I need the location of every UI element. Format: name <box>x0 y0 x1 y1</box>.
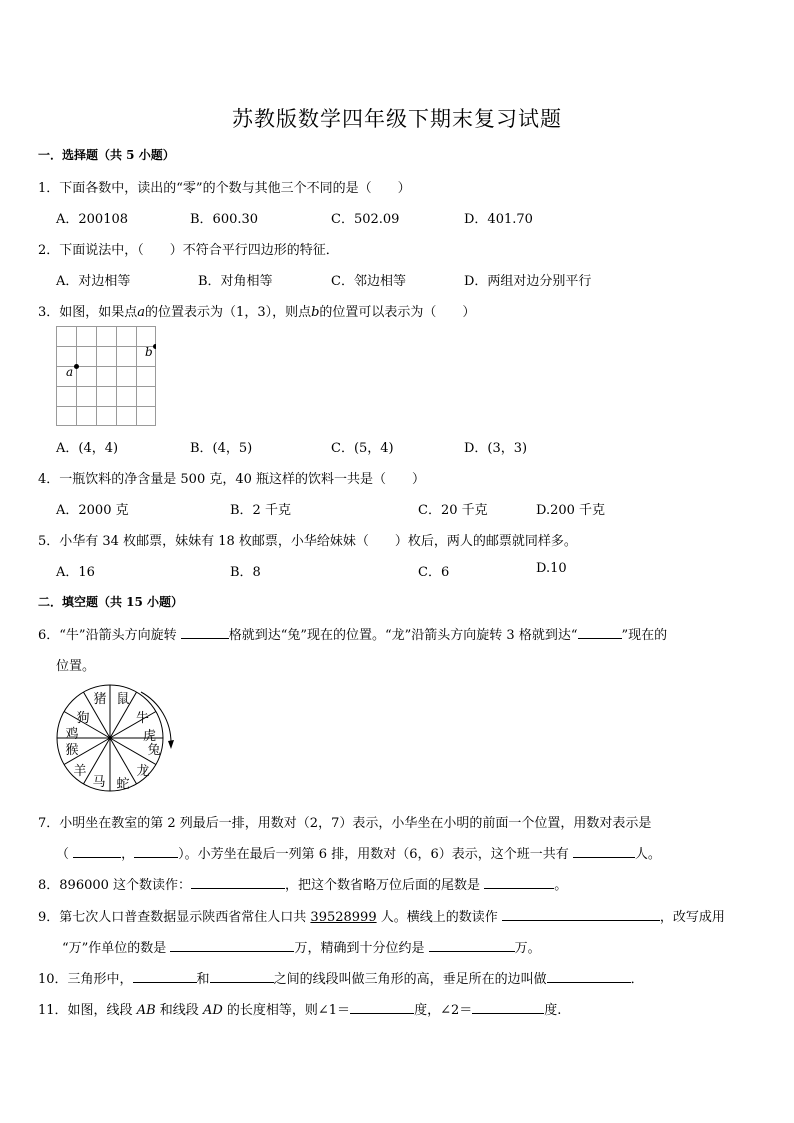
q11-blank-angle2[interactable] <box>472 1001 544 1014</box>
q11-text-1: 11．如图，线段 <box>38 1003 133 1018</box>
section-heading-fill: 二．填空题（共 15 小题） <box>38 595 184 609</box>
q7-blank-col[interactable] <box>73 845 121 858</box>
page-title: 苏教版数学四年级下期末复习试题 <box>232 107 562 131</box>
q8-text-1: 8．896000 这个数读作： <box>38 878 192 893</box>
q10-text-1: 10．三角形中， <box>38 972 133 987</box>
q6-text-3: ”现在的 <box>621 628 668 643</box>
question-8 <box>38 874 567 893</box>
wheel-label-snake: 蛇 <box>116 777 130 792</box>
q10-text-4: ． <box>630 972 644 987</box>
q6-blank-1[interactable] <box>181 626 229 639</box>
q4-option-c: C．20 千克 <box>418 503 488 518</box>
q9-text-3: ，改写成用 <box>659 910 725 925</box>
q9-blank-tenth[interactable] <box>429 939 515 952</box>
grid-svg <box>56 326 156 426</box>
q10-text-3: 之间的线段叫做三角形的高，垂足所在的边叫做 <box>273 972 547 987</box>
q6-blank-2[interactable] <box>578 626 622 639</box>
q3-point-b-label: b <box>311 305 320 320</box>
q7-line-2 <box>56 843 661 862</box>
q3-option-a: A．(4，4) <box>56 441 119 456</box>
q9-line-2 <box>62 937 541 956</box>
wheel-label-dragon: 龙 <box>136 764 150 779</box>
wheel-label-goat: 羊 <box>73 764 87 779</box>
question-2: 2．下面说法中，（ ）不符合平行四边形的特征． <box>38 243 339 258</box>
question-9 <box>38 906 725 925</box>
q3-option-d: D．(3，3) <box>464 441 528 456</box>
q1-option-c: C．502.09 <box>331 212 400 227</box>
q5-option-a: A．16 <box>56 565 95 580</box>
q7-blank-total[interactable] <box>573 845 635 858</box>
wheel-label-pig: 猪 <box>93 692 107 707</box>
q1-option-b: B．600.30 <box>190 212 259 227</box>
wheel-label-tiger: 虎 <box>142 729 157 744</box>
q3-option-b: B．(4，5) <box>190 441 253 456</box>
q9-text-2: 人。横线上的数读作 <box>380 910 498 925</box>
q11-segment-ab: AB <box>136 1003 156 1018</box>
q9-text-1: 9．第七次人口普查数据显示陕西省常住人口共 <box>38 910 307 925</box>
wheel-label-ox: 牛 <box>135 711 150 726</box>
wheel-label-horse: 马 <box>92 775 106 790</box>
q10-blank-2[interactable] <box>210 970 274 983</box>
q7-text-open: （ <box>56 847 70 862</box>
q10-blank-3[interactable] <box>547 970 631 983</box>
q5-option-d: D.10 <box>536 561 567 576</box>
q6-line-2: 位置。 <box>56 659 96 674</box>
q8-blank-read[interactable] <box>191 876 285 889</box>
q3-text-mid: 的位置表示为（1，3），则点 <box>145 305 312 320</box>
q8-text-3: 。 <box>554 878 568 893</box>
q8-blank-approx[interactable] <box>484 876 554 889</box>
grid-point-a <box>74 364 79 369</box>
question-1: 1．下面各数中，读出的“零”的个数与其他三个不同的是（ ） <box>38 181 411 196</box>
q2-option-b: B．对角相等 <box>198 274 273 289</box>
grid-point-b <box>153 344 156 349</box>
q9-text-6: 万。 <box>514 941 541 956</box>
wheel-label-rabbit: 兔 <box>147 743 161 758</box>
q1-option-a: A．200108 <box>56 212 129 227</box>
zodiac-wheel-svg <box>55 683 187 793</box>
question-3 <box>38 301 475 320</box>
q2-option-d: D．两组对边分别平行 <box>464 274 592 289</box>
grid-label-a: a <box>66 365 74 379</box>
q3-point-a-label: a <box>137 305 146 320</box>
grid-label-b: b <box>145 345 153 359</box>
q11-text-3: 的长度相等，则∠1＝ <box>226 1003 351 1018</box>
wheel-label-rat: 鼠 <box>116 692 130 707</box>
q4-option-d: D.200 千克 <box>536 503 606 518</box>
q9-underlined-number: 39528999 <box>310 910 377 925</box>
zodiac-wheel-figure <box>55 683 187 793</box>
q6-text-2: 格就到达“兔”现在的位置。“龙”沿箭头方向旋转 3 格就到达“ <box>228 628 578 643</box>
q11-text-4: 度，∠2＝ <box>414 1003 473 1018</box>
question-11 <box>38 999 561 1018</box>
section-heading-choice: 一．选择题（共 5 小题） <box>38 148 175 162</box>
question-4: 4．一瓶饮料的净含量是 500 克，40 瓶这样的饮料一共是（ ） <box>38 472 426 487</box>
q11-segment-ad: AD <box>202 1003 223 1018</box>
question-10 <box>38 968 644 987</box>
q9-text-4: “万”作单位的数是 <box>62 941 167 956</box>
q2-option-c: C．邻边相等 <box>331 274 406 289</box>
q7-text-rest: ）。小芳坐在最后一列第 6 排，用数对（6，6）表示，这个班一共有 <box>178 847 569 862</box>
q10-text-2: 和 <box>196 972 210 987</box>
q5-option-b: B．8 <box>230 565 261 580</box>
q6-text-1: 6．“牛”沿箭头方向旋转 <box>38 628 177 643</box>
wheel-label-rooster: 鸡 <box>65 727 79 742</box>
q3-option-c: C．(5，4) <box>331 441 394 456</box>
q11-blank-angle1[interactable] <box>350 1001 414 1014</box>
question-6 <box>38 624 667 643</box>
question-7: 7．小明坐在教室的第 2 列最后一排，用数对（2，7）表示，小华坐在小明的前面一个位置，用数对表示是 <box>38 816 652 831</box>
q8-text-2: ，把这个数省略万位后面的尾数是 <box>285 878 481 893</box>
q7-text-comma: ， <box>121 847 135 862</box>
q4-option-a: A．2000 克 <box>56 503 129 518</box>
wheel-label-monkey: 猴 <box>65 743 79 758</box>
question-5: 5．小华有 34 枚邮票，妹妹有 18 枚邮票，小华给妹妹（ ）枚后，两人的邮票就同样多。 <box>38 534 577 549</box>
coordinate-grid-figure <box>56 326 156 426</box>
q9-blank-read[interactable] <box>502 908 660 921</box>
q9-text-5: 万，精确到十分位约是 <box>294 941 425 956</box>
q10-blank-1[interactable] <box>133 970 197 983</box>
q9-blank-wan[interactable] <box>170 939 294 952</box>
wheel-label-dog: 狗 <box>76 711 90 726</box>
q5-option-c: C．6 <box>418 565 450 580</box>
q4-option-b: B．2 千克 <box>230 503 291 518</box>
q11-text-2: 和线段 <box>159 1003 199 1018</box>
rotation-arrowhead-icon <box>168 740 174 749</box>
q11-text-5: 度. <box>544 1003 562 1018</box>
q3-text-post: 的位置可以表示为（ ） <box>319 305 476 320</box>
q3-text-pre: 3．如图，如果点 <box>38 305 138 320</box>
q7-text-end: 人。 <box>634 847 661 862</box>
q2-option-a: A．对边相等 <box>56 274 131 289</box>
q1-option-d: D．401.70 <box>464 212 533 227</box>
q7-blank-row[interactable] <box>134 845 178 858</box>
